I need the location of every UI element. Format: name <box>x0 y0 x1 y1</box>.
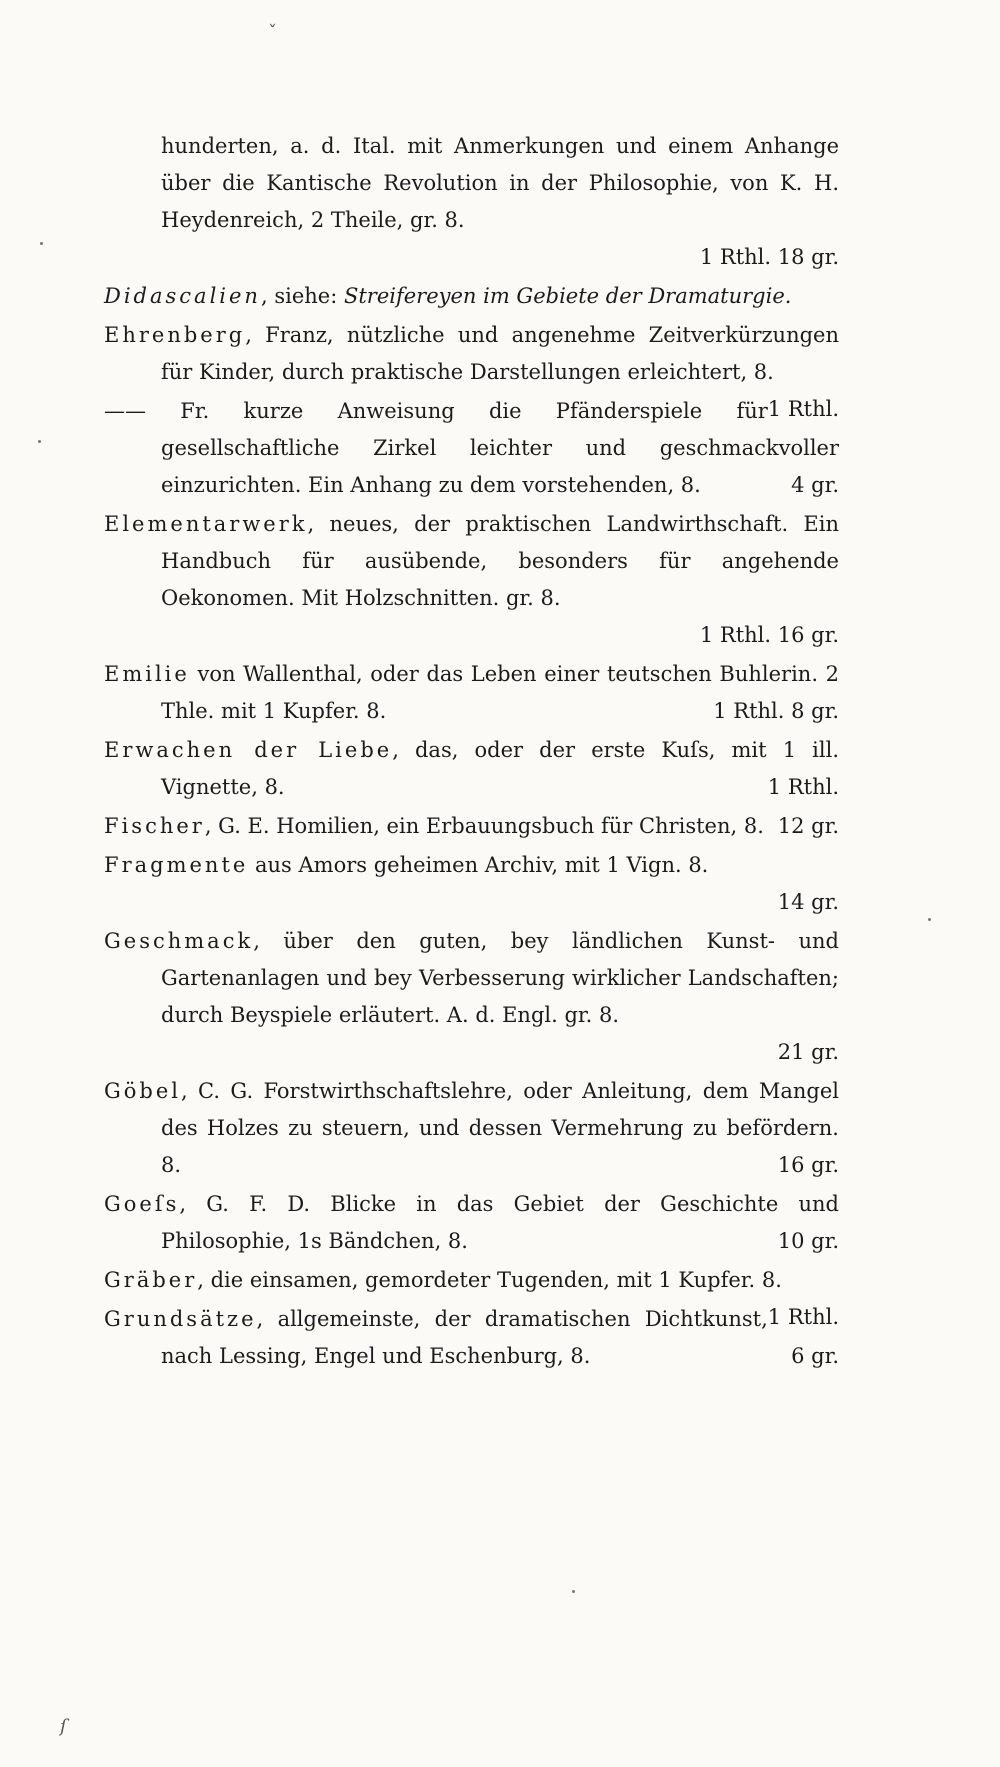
entry-description: , G. E. Homilien, ein Erbauungsbuch für Christen, 8. <box>204 814 764 838</box>
entry-headword: Geschmack <box>104 929 254 953</box>
page-speck: ſ <box>60 1716 67 1737</box>
catalog-entry-fragmente <box>104 847 839 921</box>
catalog-entry-elementarwerk <box>104 506 839 654</box>
entry-headword: Didascalien <box>104 284 261 308</box>
entry-description: , neues, der praktischen Landwirthschaft. Ein Handbuch für ausübende, besonders für angehende Oekonomen. Mit Holzschnitten. gr. 8. <box>161 512 839 610</box>
entry-description: , G. F. D. Blicke in das Gebiet der Geschichte und Philosophie, 1s Bändchen, 8. <box>161 1192 839 1253</box>
entry-description: Fr. kurze Anweisung die Pfänderspiele für gesellschaftliche Zirkel leichter und geschmackvoller einzurichten. Ein Anhang zu dem vorstehenden, 8. <box>146 399 839 497</box>
catalog-entry-goebel <box>104 1073 839 1184</box>
entry-headword: Erwachen der Liebe <box>104 738 393 762</box>
catalog-entry-emilie <box>104 656 839 730</box>
entry-description: , Franz, nützliche und angenehme Zeitverkürzungen für Kinder, durch praktische Darstellungen erleichtert, 8. <box>161 323 839 384</box>
entry-description: , allgemeinste, der dramatischen Dichtkunst, nach Lessing, Engel und Eschenburg, 8. <box>161 1307 768 1368</box>
page-speck <box>928 918 931 921</box>
catalog-entry-goess <box>104 1186 839 1260</box>
page-speck: ˇ <box>268 22 277 43</box>
entry-description: , siehe: <box>260 284 344 308</box>
entry-price: 1 Rthl. <box>767 775 839 799</box>
entry-price: 1 Rthl. 18 gr. <box>699 245 839 269</box>
entry-headword: Göbel <box>104 1079 182 1103</box>
catalog-entry-ehrenberg-2 <box>104 393 839 504</box>
entry-description: , C. G. Forstwirthschaftslehre, oder Anleitung, dem Mangel des Holzes zu steuern, und dessen Vermehrung zu befördern. 8. <box>161 1079 839 1177</box>
entry-price: 1 Rthl. <box>767 397 839 421</box>
entry-cross-reference: Streifereyen im Gebiete der Dramaturgie. <box>343 284 792 308</box>
catalog-entry-didascalien <box>104 278 839 315</box>
entry-price: 10 gr. <box>777 1229 839 1253</box>
entry-price: 1 Rthl. 16 gr. <box>699 623 839 647</box>
entry-price: 12 gr. <box>777 814 839 838</box>
entry-headword: Goeſs <box>104 1192 180 1216</box>
page-speck <box>572 1590 575 1593</box>
entry-description: aus Amors geheimen Archiv, mit 1 Vign. 8. <box>248 853 709 877</box>
entry-description: , die einsamen, gemordeter Tugenden, mit 1 Kupfer. 8. <box>197 1268 782 1292</box>
catalog-entry-grundsaetze <box>104 1301 839 1375</box>
entry-price: 14 gr. <box>777 890 839 914</box>
entry-price: 1 Rthl. 8 gr. <box>713 699 839 723</box>
entry-headword: Fragmente <box>104 853 249 877</box>
entry-headword: Ehrenberg <box>104 323 246 347</box>
entry-price: 6 gr. <box>791 1344 839 1368</box>
page-speck <box>40 242 43 245</box>
catalog-entry-geschmack <box>104 923 839 1071</box>
catalog-entry-erwachen <box>104 732 839 806</box>
entry-description: von Wallenthal, oder das Leben einer teutschen Buhlerin. 2 Thle. mit 1 Kupfer. 8. <box>161 662 839 723</box>
entry-headword: —— <box>104 399 146 423</box>
catalog-entry-fischer <box>104 808 839 845</box>
entry-price: 21 gr. <box>777 1040 839 1064</box>
entry-headword: Grundsätze <box>104 1307 257 1331</box>
entry-description: , über den guten, bey ländlichen Kunst- und Gartenanlagen und bey Verbesserung wirklicher Landschaften; durch Beyspiele erläutert. A. d. Engl. gr. 8. <box>161 929 839 1027</box>
entry-price: 4 gr. <box>791 473 839 497</box>
entry-price: 16 gr. <box>777 1153 839 1177</box>
catalog-list <box>104 128 839 1377</box>
entry-price: 1 Rthl. <box>767 1305 839 1329</box>
entry-description: hunderten, a. d. Ital. mit Anmerkungen und einem Anhange über die Kantische Revolution in der Philosophie, von K. H. Heydenreich, 2 Theile, gr. 8. <box>161 134 839 232</box>
catalog-entry-continuation <box>104 128 839 276</box>
entry-headword: Gräber <box>104 1268 198 1292</box>
page-speck <box>38 440 41 443</box>
entry-headword: Elementarwerk <box>104 512 308 536</box>
entry-headword: Emilie <box>104 662 190 686</box>
entry-description: , das, oder der erste Kuſs, mit 1 ill. Vignette, 8. <box>161 738 839 799</box>
entry-headword: Fischer <box>104 814 205 838</box>
catalog-entry-ehrenberg <box>104 317 839 421</box>
